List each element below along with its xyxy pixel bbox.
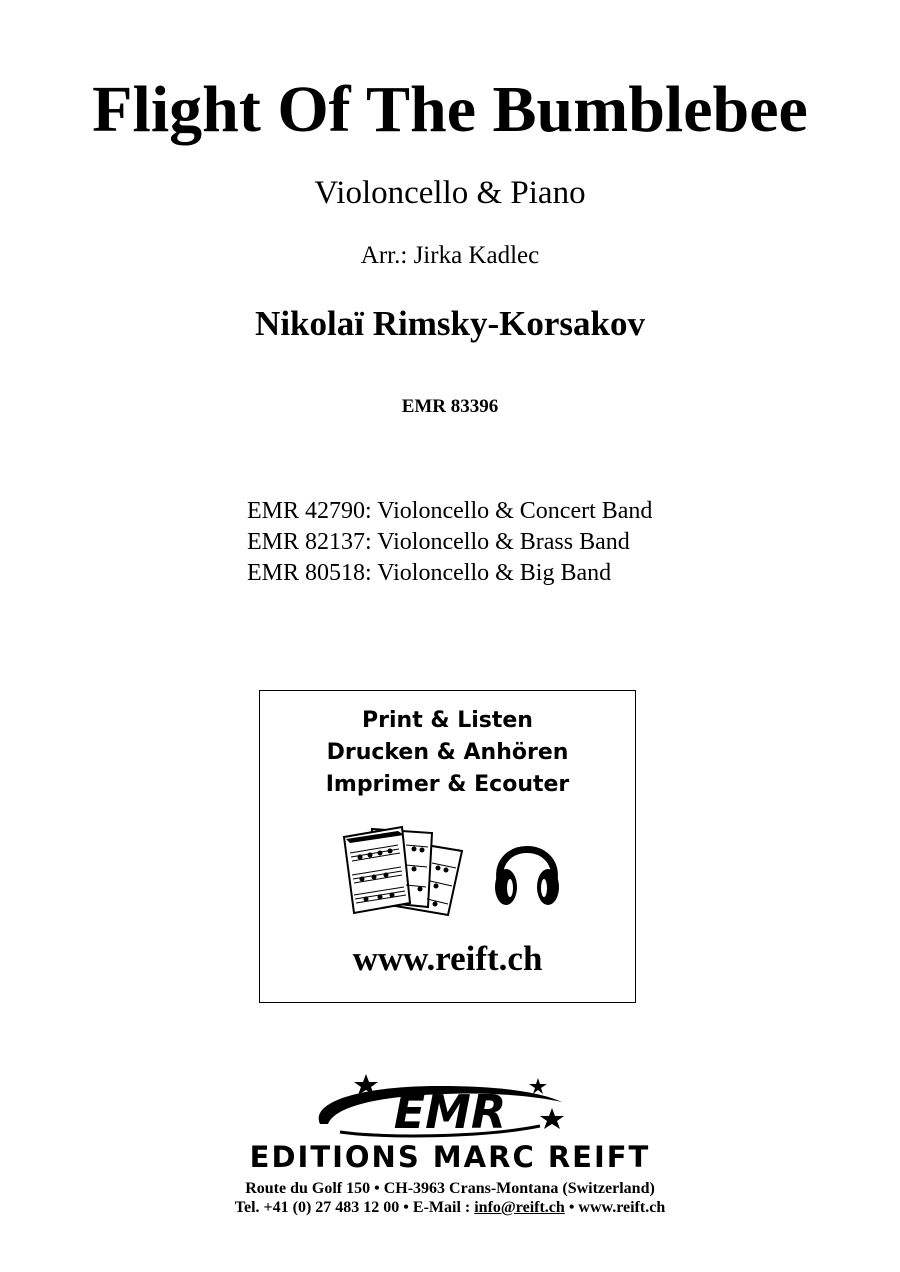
promo-line-fr: Imprimer & Ecouter xyxy=(325,772,570,797)
instrumentation: Violoncello & Piano xyxy=(314,175,586,211)
emr-logo xyxy=(300,1072,600,1142)
publisher-contact xyxy=(0,1199,900,1217)
arranger: Arr.: Jirka Kadlec xyxy=(360,242,540,269)
email-link[interactable]: info@reift.ch xyxy=(474,1199,565,1216)
contact-web: • www.reift.ch xyxy=(564,1199,666,1216)
promo-text xyxy=(260,705,635,801)
headphones-icon xyxy=(492,831,562,911)
promo-url[interactable]: www.reift.ch xyxy=(352,939,543,978)
other-versions-list xyxy=(247,496,652,589)
composer: Nikolaï Rimsky-Korsakov xyxy=(255,304,645,343)
contact-tel: Tel. +41 (0) 27 483 12 00 • E-Mail : xyxy=(234,1199,475,1216)
promo-line-en: Print & Listen xyxy=(362,708,533,733)
publisher-name: EDITIONS MARC REIFT xyxy=(249,1140,651,1174)
version-item: EMR 82137: Violoncello & Brass Band xyxy=(247,529,630,555)
logo-text: EMR xyxy=(393,1085,507,1139)
page-title: Flight Of The Bumblebee xyxy=(92,73,808,146)
promo-line-de: Drucken & Anhören xyxy=(326,740,569,765)
version-item: EMR 42790: Violoncello & Concert Band xyxy=(247,498,653,524)
print-listen-box xyxy=(259,690,636,1003)
publisher-address: Route du Golf 150 • CH-3963 Crans-Montana (Switzerland) xyxy=(245,1180,655,1197)
sheet-music-icon xyxy=(340,823,470,918)
catalog-number: EMR 83396 xyxy=(401,396,499,417)
version-item: EMR 80518: Violoncello & Big Band xyxy=(247,560,612,586)
